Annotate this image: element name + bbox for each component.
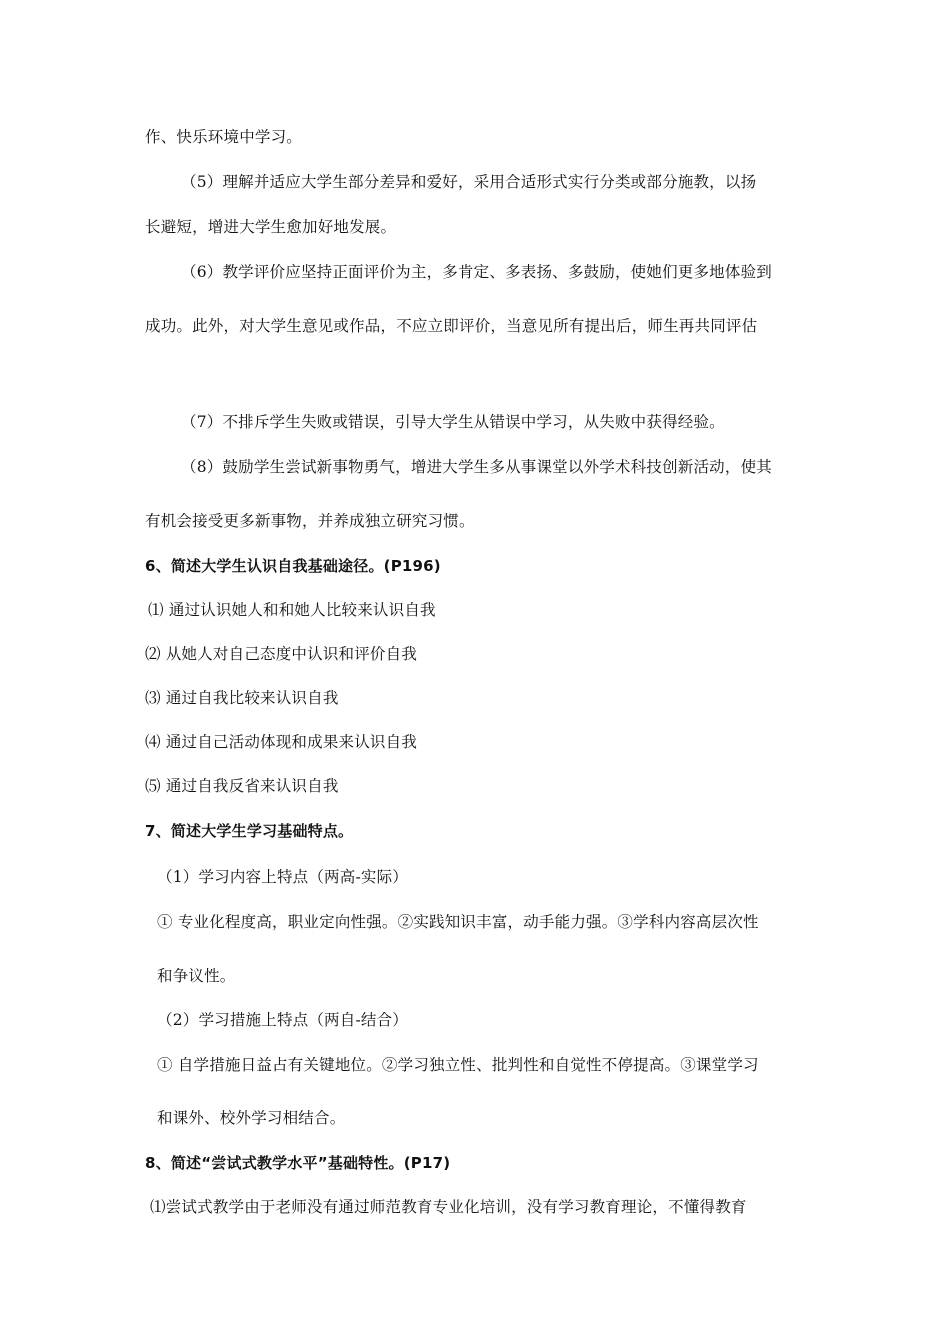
list-item-6: （6）教学评价应坚持正面评价为主，多肯定、多表扬、多鼓励，使她们更多地体验到 xyxy=(181,263,772,281)
answer-6-item-4: ⑷ 通过自己活动体现和成果来认识自我 xyxy=(145,733,418,751)
answer-6-item-1: ⑴ 通过认识她人和和她人比较来认识自我 xyxy=(148,601,436,619)
list-item-7: （7）不排斥学生失败或错误，引导大学生从错误中学习，从失败中获得经验。 xyxy=(181,413,725,431)
list-item-6-continued: 成功。此外，对大学生意见或作品，不应立即评价，当意见所有提出后，师生再共同评估 xyxy=(145,317,758,335)
list-item-5-continued: 长避短，增进大学生愈加好地发展。 xyxy=(145,218,397,236)
answer-7-point-2: ① 自学措施日益占有关键地位。②学习独立性、批判性和自觉性不停提高。③课堂学习 xyxy=(157,1056,759,1074)
list-item-8-continued: 有机会接受更多新事物，并养成独立研究习惯。 xyxy=(145,512,475,530)
question-6-heading: 6、简述大学生认识自我基础途径。(P196) xyxy=(145,557,441,575)
answer-6-item-5: ⑸ 通过自我反省来认识自我 xyxy=(145,777,339,795)
question-7-heading: 7、简述大学生学习基础特点。 xyxy=(145,822,354,840)
answer-6-item-3: ⑶ 通过自我比较来认识自我 xyxy=(145,689,339,707)
answer-7-point-1-continued: 和争议性。 xyxy=(157,967,236,985)
answer-7-point-2-continued: 和课外、校外学习相结合。 xyxy=(157,1109,346,1127)
answer-6-item-2: ⑵ 从她人对自己态度中认识和评价自我 xyxy=(145,645,418,663)
list-item-8: （8）鼓励学生尝试新事物勇气，增进大学生多从事课堂以外学术科技创新活动，使其 xyxy=(181,458,772,476)
paragraph-continuation: 作、快乐环境中学习。 xyxy=(145,128,303,146)
list-item-5: （5）理解并适应大学生部分差异和爱好，采用合适形式实行分类或部分施教，以扬 xyxy=(181,173,757,191)
answer-7-subheading-1: （1）学习内容上特点（两高-实际） xyxy=(157,868,408,886)
answer-7-point-1: ① 专业化程度高，职业定向性强。②实践知识丰富，动手能力强。③学科内容高层次性 xyxy=(157,913,759,931)
answer-7-subheading-2: （2）学习措施上特点（两自-结合） xyxy=(157,1011,408,1029)
question-8-heading: 8、简述“尝试式教学水平”基础特性。(P17) xyxy=(145,1154,451,1172)
answer-8-item-1: ⑴尝试式教学由于老师没有通过师范教育专业化培训，没有学习教育理论，不懂得教育 xyxy=(150,1198,747,1216)
